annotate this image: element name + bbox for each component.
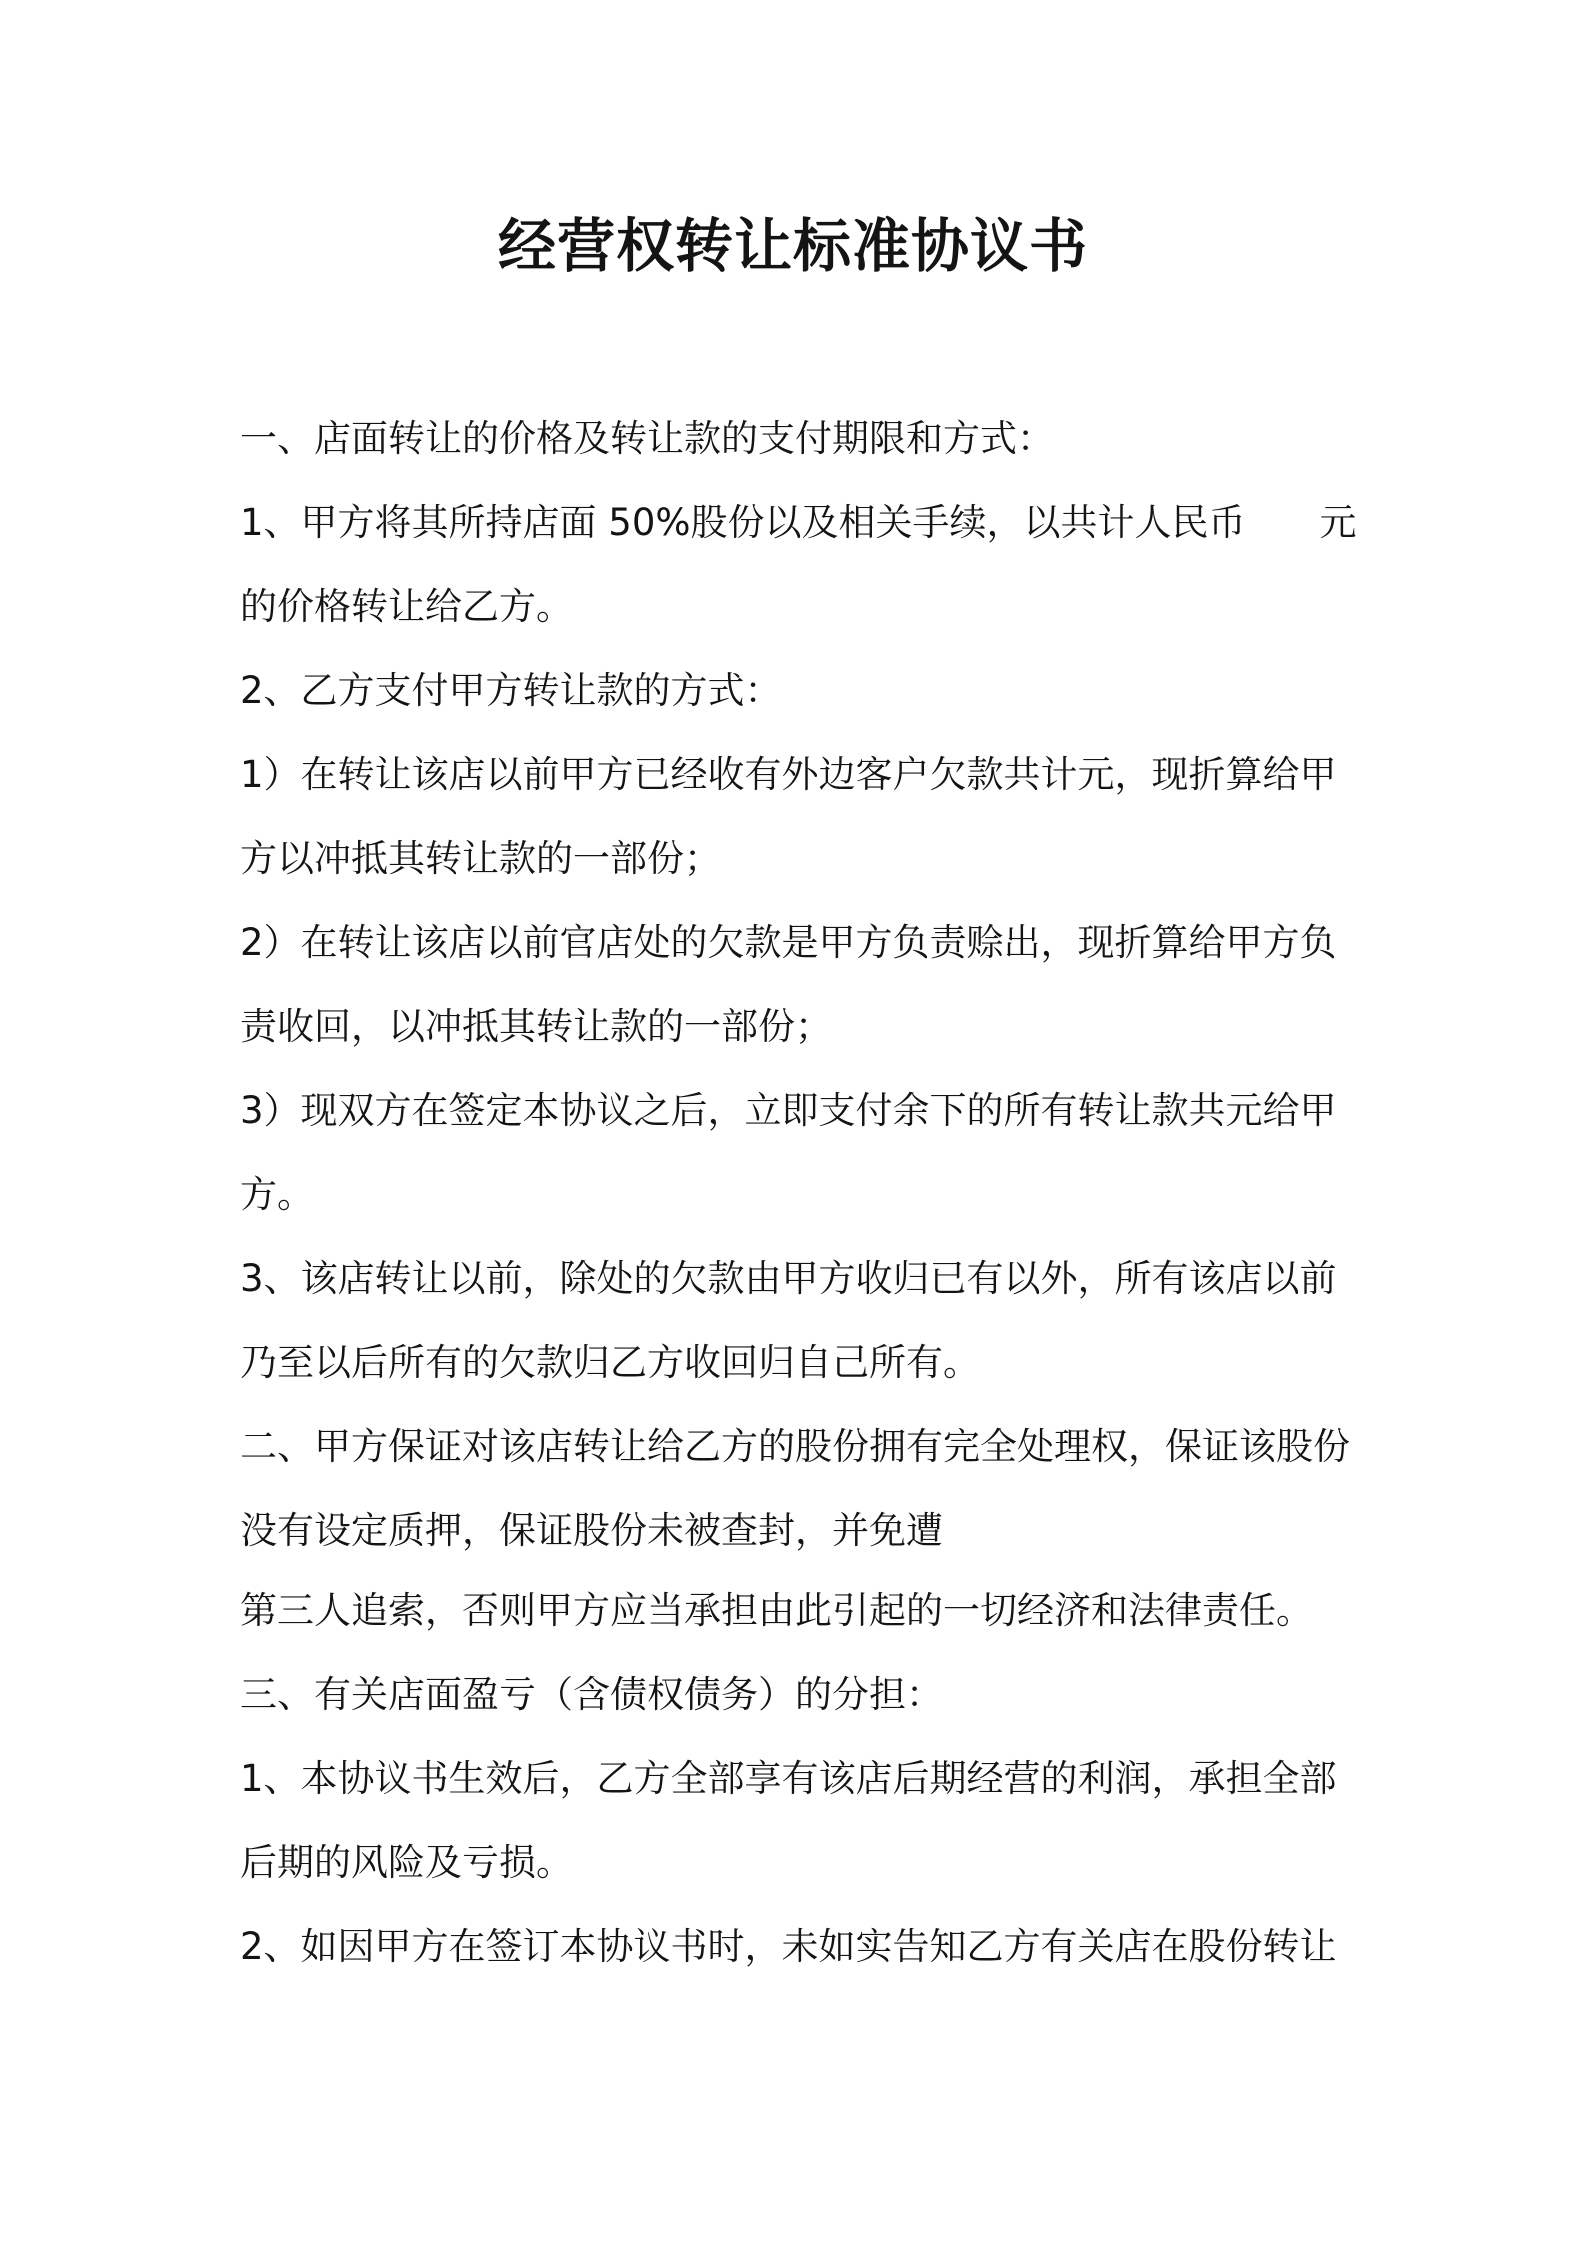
document-body [240,397,1360,1989]
clause-1-3-line-2: 乃至以后所有的欠款归乙方收回归自己所有。 [240,1341,980,1384]
clause-1-2-1-line-2: 方以冲抵其转让款的一部份； [240,837,721,880]
section-1-heading: 一、店面转让的价格及转让款的支付期限和方式： [240,417,1054,460]
clause-1-1-line-2: 的价格转让给乙方。 [240,585,573,628]
clause-3-1-line-1: 1、本协议书生效后，乙方全部享有该店后期经营的利润，承担全部 [240,1757,1337,1800]
clause-1-2-3-line-2: 方。 [240,1173,314,1216]
document-title: 经营权转让标准协议书 [497,212,1088,280]
section-3-heading: 三、有关店面盈亏（含债权债务）的分担： [240,1673,943,1716]
clause-1-1-line-1: 1、甲方将其所持店面 50%股份以及相关手续，以共计人民币 元 [240,501,1357,544]
clause-3-2-line-1: 2、如因甲方在签订本协议书时，未如实告知乙方有关店在股份转让 [240,1925,1337,1968]
clause-3-1-line-2: 后期的风险及亏损。 [240,1841,573,1884]
clause-1-2-1-line-1: 1）在转让该店以前甲方已经收有外边客户欠款共计元，现折算给甲 [240,753,1337,796]
section-2-line-1: 二、甲方保证对该店转让给乙方的股份拥有完全处理权，保证该股份 [240,1425,1350,1468]
section-2-line-2: 没有设定质押，保证股份未被查封，并免遭 [240,1509,943,1552]
clause-1-2-2-line-2: 责收回，以冲抵其转让款的一部份； [240,1005,832,1048]
clause-1-2-3-line-1: 3）现双方在签定本协议之后，立即支付余下的所有转让款共元给甲 [240,1089,1337,1132]
clause-1-2-2-line-1: 2）在转让该店以前官店处的欠款是甲方负责赊出，现折算给甲方负 [240,921,1337,964]
clause-1-2-heading: 2、乙方支付甲方转让款的方式： [240,669,782,712]
clause-1-3-line-1: 3、该店转让以前，除处的欠款由甲方收归已有以外，所有该店以前 [240,1257,1337,1300]
section-2-line-3: 第三人追索，否则甲方应当承担由此引起的一切经济和法律责任。 [240,1589,1313,1632]
